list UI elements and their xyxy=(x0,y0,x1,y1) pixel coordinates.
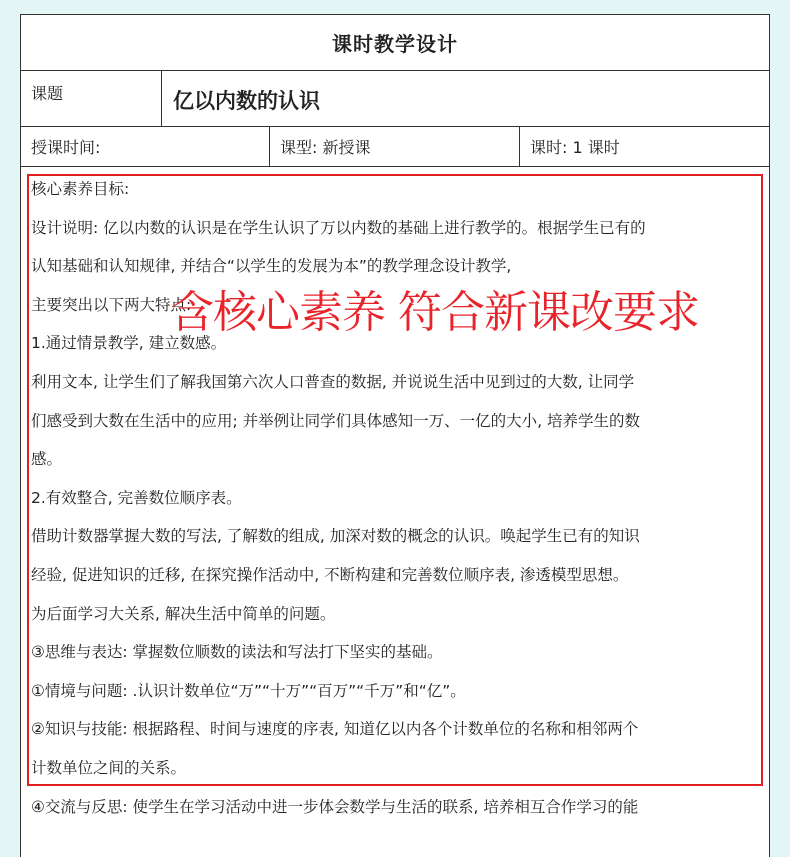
text-line: 主要突出以下两大特点: xyxy=(31,295,192,314)
text-line: 借助计数器掌握大数的写法, 了解数的组成, 加深对数的概念的认识。唤起学生已有的知识 xyxy=(31,527,640,546)
text-line: 利用文本, 让学生们了解我国第六次人口普查的数据, 并说说生活中见到过的大数, 让同学 xyxy=(31,372,635,391)
text-line: 为后面学习大关系, 解决生活中简单的问题。 xyxy=(31,604,336,623)
text-line: ③思维与表达: 掌握数位顺数的读法和写法打下坚实的基础。 xyxy=(31,643,443,662)
text-line: ④交流与反思: 使学生在学习活动中进一步体会数学与生活的联系, 培养相互合作学习的能 xyxy=(31,797,639,816)
info-row xyxy=(21,127,769,167)
document-title: 课时教学设计 xyxy=(332,32,458,56)
body-text xyxy=(31,170,761,826)
text-line: ②知识与技能: 根据路程、时间与速度的序表, 知道亿以内各个计数单位的名称和相邻两个 xyxy=(31,720,639,739)
text-line: 1.通过情景教学, 建立数感。 xyxy=(31,334,227,353)
lesson-plan-document xyxy=(20,14,770,857)
text-line: 们感受到大数在生活中的应用; 并举例让同学们具体感知一万、一亿的大小, 培养学生的数 xyxy=(31,411,641,430)
text-line: 设计说明: 亿以内数的认识是在学生认识了万以内数的基础上进行教学的。根据学生已有的 xyxy=(31,218,646,237)
text-line: 核心素养目标: xyxy=(31,180,130,198)
text-line: 2.有效整合, 完善数位顺序表。 xyxy=(31,488,242,507)
text-line: 感。 xyxy=(31,450,63,469)
text-line: 认知基础和认知规律, 并结合“以学生的发展为本”的教学理念设计教学, xyxy=(31,257,512,276)
type-cell: 课型: 新授课 xyxy=(270,127,520,166)
topic-value: 亿以内数的认识 xyxy=(173,89,320,113)
text-line: 经验, 促进知识的迁移, 在探究操作活动中, 不断构建和完善数位顺序表, 渗透模型思想。 xyxy=(31,565,629,584)
topic-row xyxy=(21,71,769,127)
hours-cell: 课时: 1 课时 xyxy=(530,138,620,157)
text-line: 计数单位之间的关系。 xyxy=(31,758,187,777)
topic-label: 课题 xyxy=(21,71,162,126)
title-row xyxy=(21,15,769,71)
promo-overlay-text: 含核心素养 符合新课改要求 xyxy=(170,287,699,338)
time-cell: 授课时间: xyxy=(21,127,270,166)
text-line: ①情境与问题: .认识计数单位“万”“十万”“百万”“千万”和“亿”。 xyxy=(31,681,466,700)
